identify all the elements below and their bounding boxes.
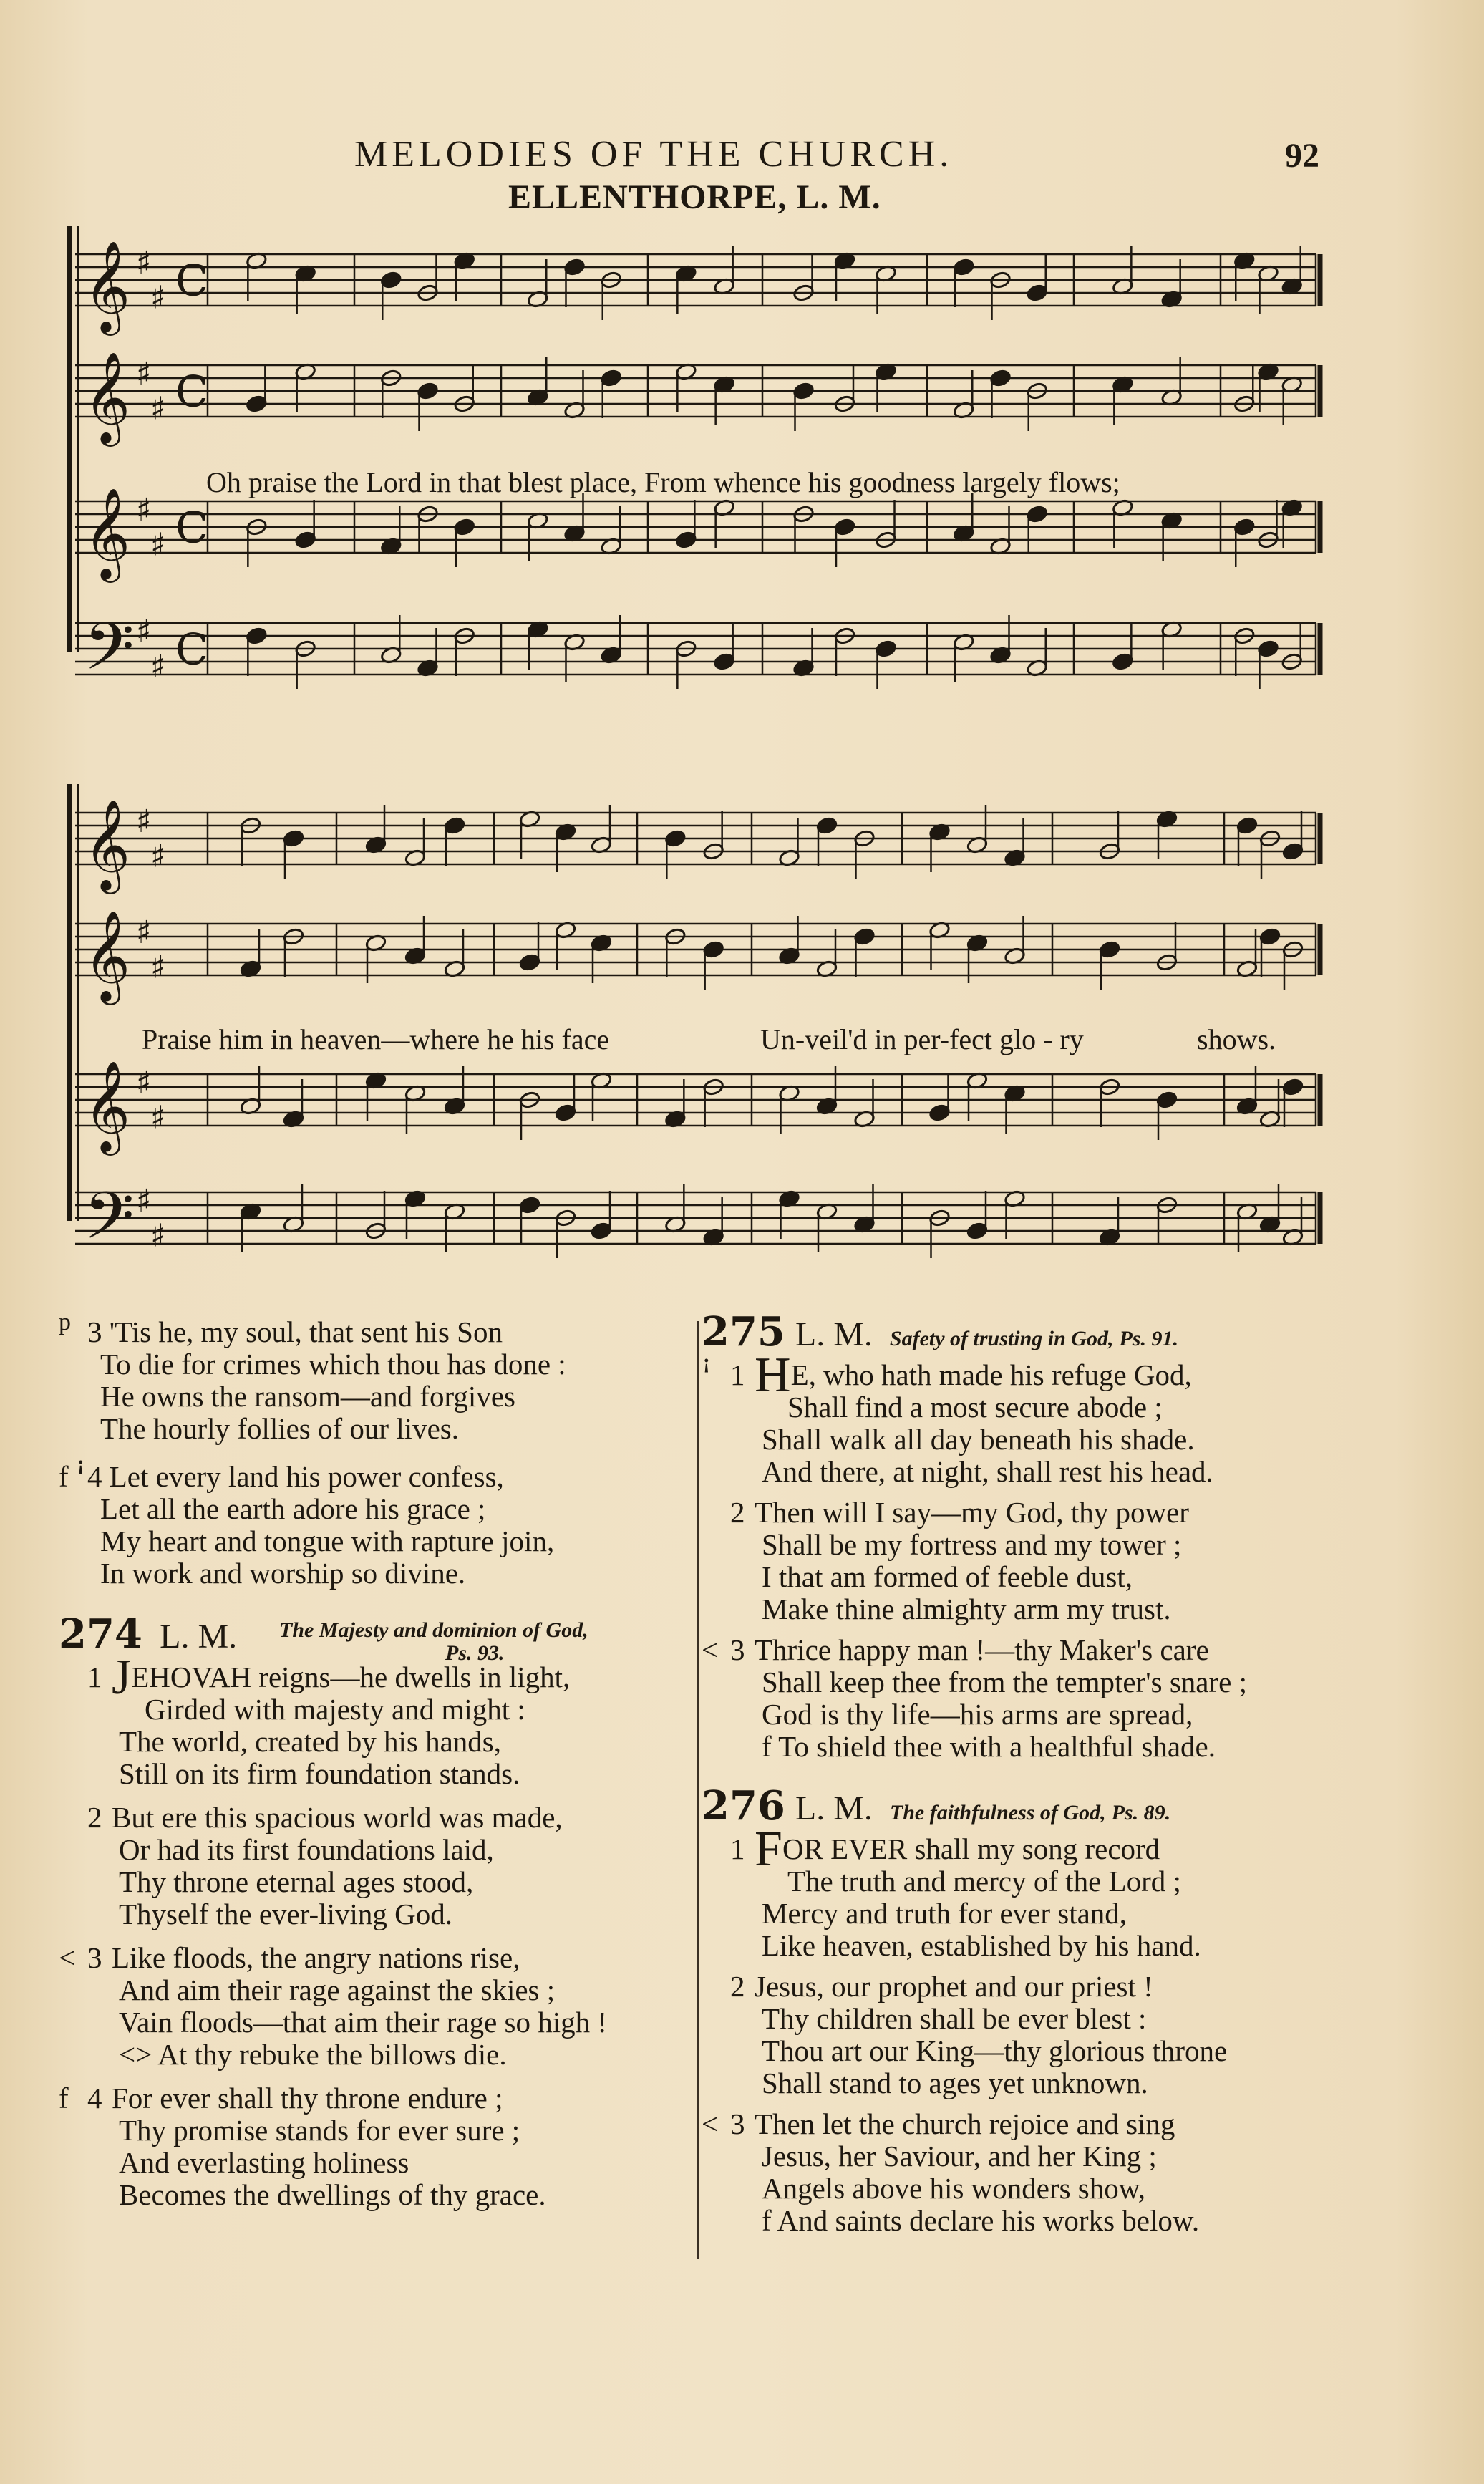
line-text: Then let the church rejoice and sing (755, 2107, 1175, 2140)
continued-verses (59, 1315, 689, 1590)
verse-number: 3 (730, 1633, 745, 1666)
verse-line: Shall stand to ages yet unknown. (762, 2067, 1148, 2099)
verse (59, 1460, 689, 1590)
verse-line: To die for crimes which thou has done : (100, 1348, 566, 1381)
psalm-reference: Ps. 91. (1119, 1327, 1178, 1350)
dynamic-mark: f ꜞ (59, 1460, 86, 1493)
line-text: E, who hath made his refuge God, (790, 1358, 1192, 1391)
dynamic-mark: < (702, 2107, 719, 2140)
left-column (59, 1309, 689, 2223)
svg-text:♯: ♯ (150, 949, 166, 986)
drop-capital: F (755, 1822, 782, 1877)
svg-text:𝄞: 𝄞 (84, 240, 131, 332)
verse-line: God is thy life—his arms are spread, (762, 1698, 1193, 1731)
verse-number: 2 (730, 1496, 745, 1529)
svg-text:♯: ♯ (150, 648, 166, 685)
verse-number: 2 (730, 1970, 745, 2003)
verse-line: Let all the earth adore his grace ; (100, 1492, 486, 1525)
verse-line: Angels above his wonders show, (762, 2172, 1145, 2205)
psalm-reference: Ps. 89. (1111, 1801, 1171, 1825)
svg-text:𝄞: 𝄞 (84, 1060, 131, 1151)
verse-line: Like heaven, established by his hand. (762, 1929, 1201, 1962)
verse (59, 1802, 689, 1930)
verse-line: Shall keep thee from the tempter's snare ; (762, 1666, 1247, 1698)
verse-line: f To shield thee with a healthful shade. (762, 1730, 1216, 1763)
verse-number: 2 (87, 1801, 102, 1834)
hymn-276-header (702, 1782, 1417, 1833)
verse-line (702, 1634, 1417, 1666)
verse-line: Mercy and truth for ever stand, (762, 1897, 1127, 1930)
verse-line: The hourly follies of our lives. (100, 1412, 460, 1445)
svg-text:𝄢: 𝄢 (84, 609, 135, 700)
verse-line: 4 Let every land his power confess, (87, 1460, 504, 1493)
svg-text:C: C (175, 503, 208, 554)
verse-line (702, 1348, 1417, 1403)
tune-title: ELLENTHORPE, L. M. (508, 178, 881, 216)
verse (59, 2082, 689, 2211)
verse-line: I that am formed of feeble dust, (762, 1560, 1133, 1593)
drop-capital: J (112, 1650, 132, 1705)
svg-text:♯: ♯ (150, 279, 166, 316)
verse (702, 1634, 1417, 1763)
verse-line: And aim their rage against the skies ; (119, 1973, 556, 2006)
lyrics-line-2c: shows. (1197, 1023, 1276, 1055)
line-text: Then will I say—my God, thy power (755, 1496, 1189, 1529)
verse-line: Girded with majesty and might : (145, 1693, 525, 1726)
verse-line: Shall find a most secure abode ; (787, 1391, 1163, 1424)
page-number: 92 (1285, 137, 1319, 175)
verse-number: 1 (87, 1661, 102, 1693)
verse-line (59, 1802, 689, 1834)
svg-text:C: C (175, 624, 208, 675)
line-text: Thrice happy man !—thy Maker's care (755, 1633, 1209, 1666)
verse-line: f And saints declare his works below. (762, 2204, 1200, 2237)
verse-line: Thy promise stands for ever sure ; (119, 2114, 520, 2147)
svg-text:♯: ♯ (150, 1099, 166, 1136)
svg-text:𝄞: 𝄞 (84, 909, 131, 1001)
verse-line: Vain floods—that aim their rage so high ! (119, 2006, 608, 2039)
hymn-meter: L. M. (795, 1315, 873, 1353)
svg-text:♯: ♯ (136, 914, 152, 951)
verse-number: 1 (730, 1832, 745, 1865)
svg-text:C: C (175, 367, 208, 417)
lyrics-line-2b: Un-veil'd in per-fect glo - ry (760, 1023, 1084, 1055)
verse-line: In work and worship so divine. (100, 1557, 466, 1590)
verse (59, 1942, 689, 2071)
line-text: OR EVER shall my song record (782, 1832, 1160, 1865)
line-text: For ever shall thy throne endure ; (112, 2082, 503, 2115)
hymn-274-header (59, 1610, 689, 1665)
dynamic-mark: < (59, 1941, 76, 1974)
verse-line: Thy children shall be ever blest : (762, 2002, 1147, 2035)
svg-text:♯: ♯ (136, 803, 152, 840)
line-text: But ere this spacious world was made, (112, 1801, 563, 1834)
right-column (702, 1308, 1417, 2264)
verse-line (59, 1942, 689, 1974)
svg-text:♯: ♯ (136, 356, 152, 392)
svg-text:♯: ♯ (136, 492, 152, 528)
verse-number: 3 (87, 1941, 102, 1974)
svg-text:♯: ♯ (136, 245, 152, 281)
svg-text:♯: ♯ (136, 614, 152, 650)
verse (702, 1822, 1417, 1962)
line-text: Like floods, the angry nations rise, (112, 1941, 520, 1974)
verse (702, 1497, 1417, 1625)
hymn-meter: L. M. (795, 1789, 873, 1827)
verse (702, 1971, 1417, 2099)
svg-text:𝄞: 𝄞 (84, 351, 131, 443)
verse (87, 1316, 689, 1445)
verse-line: Shall be my fortress and my tower ; (762, 1528, 1182, 1561)
svg-text:♯: ♯ (150, 1217, 166, 1255)
dynamic-mark: ꜞ (702, 1358, 712, 1391)
verse-line: 3 'Tis he, my soul, that sent his Son (87, 1315, 503, 1348)
verse-line: Still on its firm foundation stands. (119, 1757, 520, 1790)
svg-text:♯: ♯ (150, 390, 166, 427)
svg-text:𝄞: 𝄞 (84, 487, 131, 579)
verse-line: The world, created by his hands, (119, 1725, 501, 1758)
svg-text:♯: ♯ (136, 1065, 152, 1101)
dynamic-mark: f (59, 2082, 69, 2115)
verse-line: Shall walk all day beneath his shade. (762, 1423, 1195, 1456)
running-title: MELODIES OF THE CHURCH. (354, 134, 954, 175)
verse-line: Thou art our King—thy glorious throne (762, 2034, 1228, 2067)
hymn-number: 274 (59, 1610, 142, 1658)
verse-line: The truth and mercy of the Lord ; (787, 1865, 1181, 1898)
verse (702, 2108, 1417, 2237)
column-divider (697, 1321, 699, 2259)
svg-text:𝄞: 𝄞 (84, 798, 131, 890)
hymn-275-header (702, 1308, 1417, 1359)
svg-text:𝄢: 𝄢 (84, 1178, 135, 1270)
verse-number: 1 (730, 1358, 745, 1391)
verse-line: Make thine almighty arm my trust. (762, 1593, 1171, 1625)
drop-capital: H (755, 1348, 791, 1403)
verse-line: <> At thy rebuke the billows die. (119, 2038, 507, 2071)
verse-line: Jesus, her Saviour, and her King ; (762, 2140, 1157, 2173)
hymn-number: 276 (702, 1782, 785, 1830)
svg-text:♯: ♯ (150, 838, 166, 875)
verse-number: 3 (730, 2107, 745, 2140)
verse-line: He owns the ransom—and forgives (100, 1380, 515, 1413)
hymn-276-verses (702, 1822, 1417, 2237)
verse-line: Becomes the dwellings of thy grace. (119, 2178, 546, 2211)
svg-text:C: C (175, 256, 208, 306)
line-text: EHOVAH reigns—he dwells in light, (131, 1661, 571, 1693)
psalm-reference: Ps. 93. (445, 1641, 505, 1665)
hymn-number: 275 (702, 1308, 785, 1355)
verse-line (702, 1822, 1417, 1877)
svg-text:♯: ♯ (150, 526, 166, 564)
hymn-subject: The faithfulness of God, (889, 1801, 1106, 1825)
verse-line: And everlasting holiness (119, 2146, 409, 2179)
hymn-meter: L. M. (160, 1618, 238, 1656)
verse-line: Thy throne eternal ages stood, (119, 1865, 474, 1898)
verse-line: And there, at night, shall rest his head. (762, 1455, 1213, 1488)
lyrics-line-1: Oh praise the Lord in that blest place, From whence his goodness largely flows; (206, 466, 1120, 498)
hymn-subject: The Majesty and dominion of God, (279, 1618, 588, 1642)
dynamic-mark: < (702, 1633, 719, 1666)
verse-line (702, 1497, 1417, 1529)
lyrics-line-2a: Praise him in heaven—where he his face (142, 1023, 610, 1055)
verse-line: Thyself the ever-living God. (119, 1898, 452, 1930)
verse-number: 4 (87, 2082, 102, 2115)
dynamic-mark: p (59, 1309, 71, 1335)
verse-line: Or had its first foundations laid, (119, 1833, 494, 1866)
verse-line (702, 1971, 1417, 2003)
verse (702, 1348, 1417, 1488)
svg-text:♯: ♯ (136, 1183, 152, 1219)
verse-line (702, 2108, 1417, 2140)
hymn-subject: Safety of trusting in God, (889, 1327, 1114, 1350)
hymn-275-verses (702, 1348, 1417, 1763)
verse-line: My heart and tongue with rapture join, (100, 1524, 555, 1557)
verse-line (59, 2082, 689, 2115)
line-text: Jesus, our prophet and our priest ! (755, 1970, 1153, 2003)
